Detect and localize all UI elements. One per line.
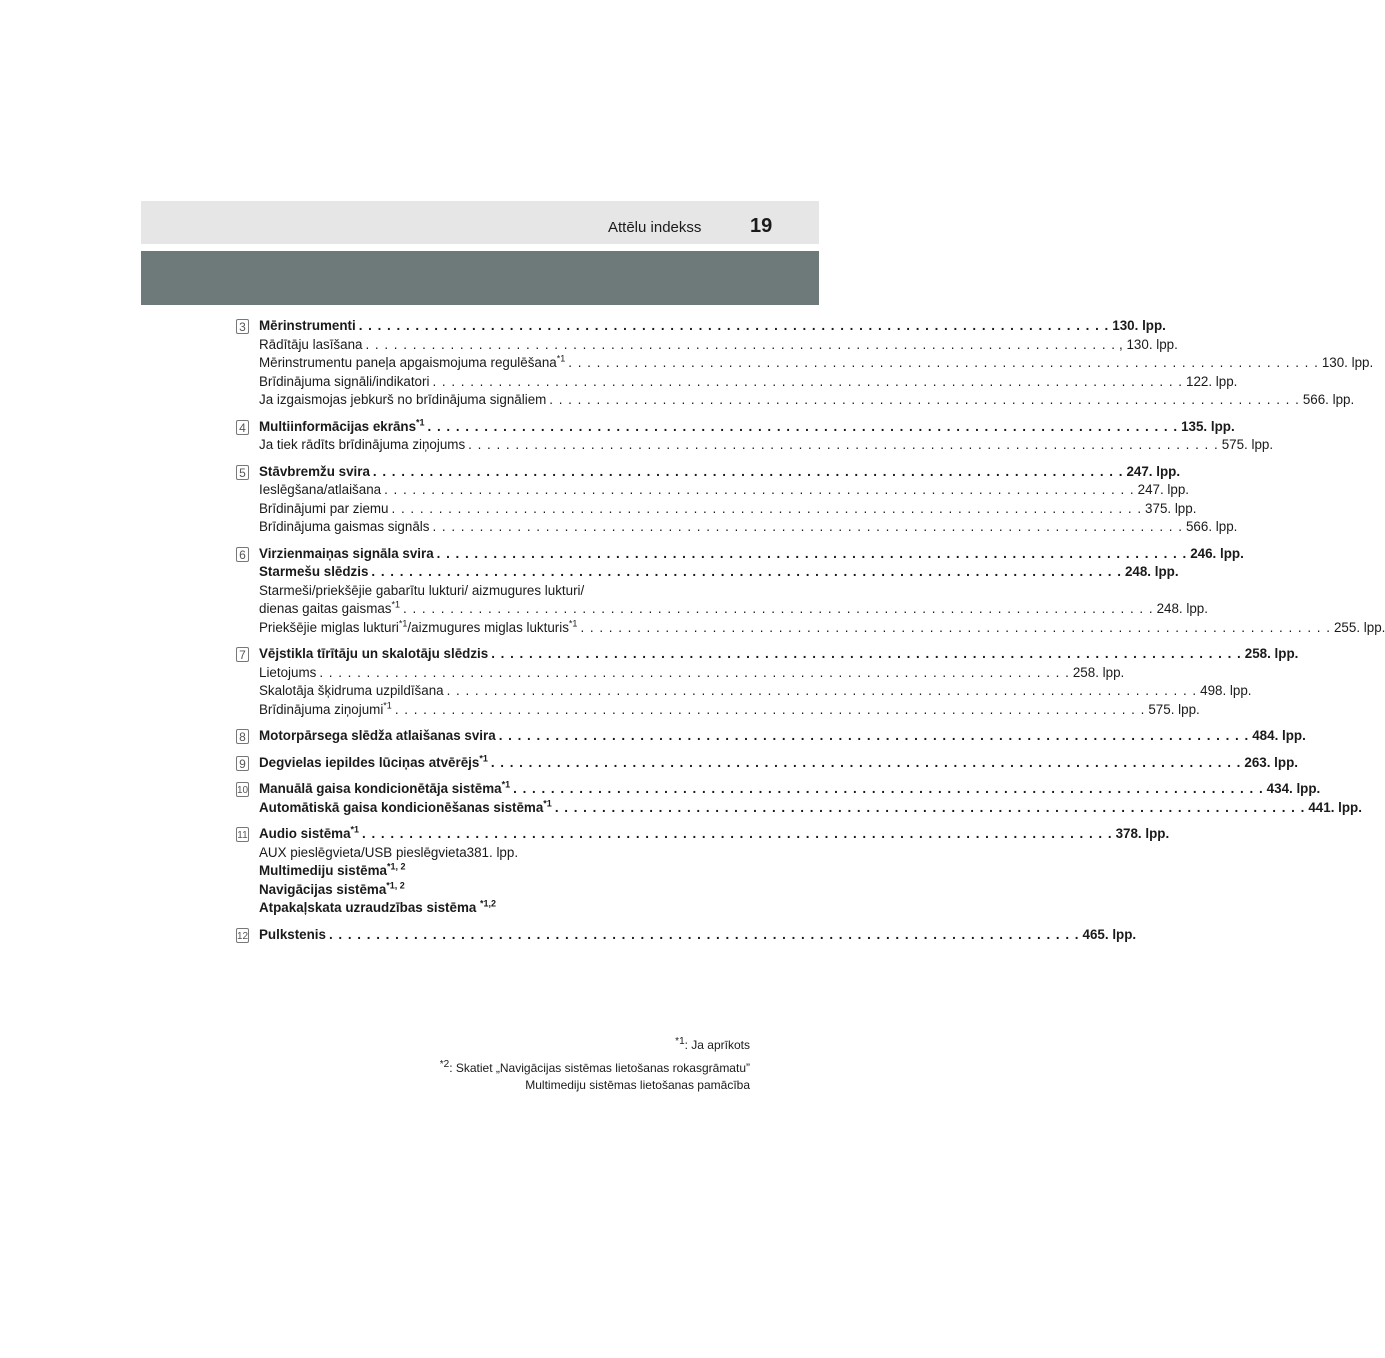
item-number-badge: 10 xyxy=(236,782,249,797)
dot-leader: . . . . . . . . . . . . . . . . . . . . . . . . . . . . . . . . . . . . . . . . . . . . . . . . . . . . . . . . . . . . . . . . . . . . . . . . . . . . . . . . xyxy=(372,463,1124,479)
entry-label: Atpakaļskata uzraudzības sistēma xyxy=(259,900,481,915)
footnote-mark: *1, 2 xyxy=(386,861,406,872)
dot-leader: . . . . . . . . . . . . . . . . . . . . . . . . . . . . . . . . . . . . . . . . . . . . . . . . . . . . . . . . . . . . . . . . . . . . . . . . . . . . . . . . xyxy=(568,355,1319,370)
entry-label: Brīdinājuma gaismas signāls xyxy=(259,519,430,534)
index-entry[interactable] xyxy=(259,824,1170,844)
dot-leader: . . . . . . . . . . . . . . . . . . . . . . . . . . . . . . . . . . . . . . . . . . . . . . . . . . . . . . . . . . . . . . . . . . . . . . . . . . . . . . . . xyxy=(432,519,1183,534)
index-entry[interactable] xyxy=(259,844,726,863)
dot-leader: . . . . . . . . . . . . . . . . . . . . . . . . . . . . . . . . . . . . . . . . . . . . . . . . . . . . . . . . . . . . . . . . . . . . . . . . . . . . . . . . xyxy=(554,799,1306,815)
dot-leader: . . . . . . . . . . . . . . . . . . . . . . . . . . . . . . . . . . . . . . . . . . . . . . . . . . . . . . . . . . . . . . . . . . . . . . . . . . . . . . . . xyxy=(490,754,1242,770)
footnote-mark: *1 xyxy=(556,353,566,364)
item-number-badge: 12 xyxy=(236,928,249,943)
page-reference: 375. lpp. xyxy=(1145,500,1197,516)
dot-leader: . . . . . . . . . . . . . . . . . . . . . . . . . . . . . . . . . . . . . . . . . . . . . . . . . . . . . . . . . . . . . . . . . . . . . . . . . . . . . . . . xyxy=(549,392,1300,407)
item-number-badge: 11 xyxy=(236,827,249,842)
page-reference: 247. lpp. xyxy=(1126,463,1181,479)
page-reference: 258. lpp. xyxy=(1244,646,1299,661)
dot-leader: . . . . . . . . . . . . . . . . . . . . . . . . . . . . . . . . . . . . . . . . . . . . . . . . . . . . . . . . . . . . . . . . . . . . . . . . . . . . . . . . xyxy=(362,826,1113,841)
entry-label: Starmeši/priekšējie gabarītu lukturi/ aizmugures lukturi/ xyxy=(259,582,585,598)
entry-label: Multiinformācijas ekrāns xyxy=(259,418,417,434)
footnote-mark: *1 xyxy=(568,618,578,629)
index-entry[interactable] xyxy=(259,926,1137,945)
entry-label: Ieslēgšana/atlaišana xyxy=(259,482,382,497)
entry-label: Manuālā gaisa kondicionētāja sistēma xyxy=(259,781,502,796)
entry-label: Brīdinājumi par ziemu xyxy=(259,500,389,516)
entry-label: Brīdinājuma ziņojumi xyxy=(259,701,384,717)
dot-leader: . . . . . . . . . . . . . . . . . . . . . . . . . . . . . . . . . . . . . . . . . . . . . . . . . . . . . . . . . . . . . . . . . . . . . . . . . . . . . . . . xyxy=(491,646,1242,661)
index-entry[interactable] xyxy=(259,317,1166,336)
index-entry[interactable] xyxy=(259,727,1306,746)
index-section xyxy=(236,824,1170,918)
footnote-mark: *1 xyxy=(416,417,425,428)
index-entry[interactable] xyxy=(259,881,726,900)
item-number-badge: 6 xyxy=(236,547,249,562)
index-section xyxy=(236,463,1238,537)
page-reference: 246. lpp. xyxy=(1190,545,1244,561)
entry-label: Mērinstrumentu paneļa apgaismojuma regulēšana xyxy=(259,355,557,370)
dot-leader: . . . . . . . . . . . . . . . . . . . . . . . . . . . . . . . . . . . . . . . . . . . . . . . . . . . . . . . . . . . . . . . . . . . . . . . . . . . . . . . . xyxy=(436,545,1188,561)
item-number-badge: 9 xyxy=(236,756,249,771)
entry-label: Pulkstenis xyxy=(259,926,326,942)
page-reference: 248. lpp. xyxy=(1124,564,1179,579)
dot-leader: . . . . . . . . . . . . . . . . . . . . . . . . . . . . . . . . . . . . . . . . . . . . . . . . . . . . . . . . . . . . . . . . . . . . . . . . . . . . . . . . xyxy=(394,701,1146,717)
footnote-mark: *1 xyxy=(479,753,488,764)
entry-label: Vējstikla tīrītāju un skalotāju slēdzis xyxy=(259,646,489,661)
entry-label: Ja tiek rādīts brīdinājuma ziņojums xyxy=(259,437,466,452)
index-entry[interactable] xyxy=(259,463,1181,482)
dot-leader: . . . . . . . . . . . . . . . . . . . . . . . . . . . . . . . . . . . . . . . . . . . . . . . . . . . . . . . . . . . . . . . . . . . . . . . . . . . . . . . . xyxy=(371,564,1122,579)
footnote-mark: *1 xyxy=(383,700,392,711)
page-reference: 255. lpp. xyxy=(1333,619,1385,635)
index-section xyxy=(236,417,1274,455)
entry-label: Audio sistēma xyxy=(259,826,351,841)
index-entry[interactable] xyxy=(259,481,1190,500)
entry-label: Navigācijas sistēma xyxy=(259,881,387,897)
page-reference: 498. lpp. xyxy=(1200,683,1252,698)
entry-label: Stāvbremžu svira xyxy=(259,463,370,479)
page-reference: 122. lpp. xyxy=(1186,373,1238,389)
page-reference: 566. lpp. xyxy=(1185,519,1238,534)
item-number-badge: 7 xyxy=(236,647,249,662)
index-entry[interactable] xyxy=(259,862,726,881)
page-reference: 575. lpp. xyxy=(1221,437,1274,452)
entry-label: Starmešu slēdzis xyxy=(259,564,369,579)
footnote-mark: *1 xyxy=(543,798,552,809)
footnote-1: $^{*1}$: Ja aprīkots xyxy=(675,1036,750,1052)
entry-label: Lietojums xyxy=(259,664,317,680)
item-number-badge: 8 xyxy=(236,729,249,744)
index-entry[interactable] xyxy=(259,373,1238,392)
dot-leader: . . . . . . . . . . . . . . . . . . . . . . . . . . . . . . . . . . . . . . . . . . . . . . . . . . . . . . . . . . . . . . . . . . . . . . . . . . . . . . . . xyxy=(403,601,1154,616)
dot-leader: . . . . . . . . . . . . . . . . . . . . . . . . . . . . . . . . . . . . . . . . . . . . . . . . . . . . . . . . . . . . . . . . . . . . . . . . . . . . . . . . xyxy=(365,336,1117,352)
entry-label: AUX pieslēgvieta/USB pieslēgvieta381. lpp. xyxy=(259,844,519,860)
index-section xyxy=(236,727,1306,746)
index-entry[interactable] xyxy=(259,582,726,601)
footnote-mark: *1, 2 xyxy=(386,880,405,891)
page-reference: 130. lpp. xyxy=(1112,318,1166,333)
index-entry[interactable] xyxy=(259,700,1200,720)
page-reference: 465. lpp. xyxy=(1082,926,1137,942)
page-reference: 484. lpp. xyxy=(1252,728,1306,743)
index-entry[interactable] xyxy=(259,391,1355,410)
index-section xyxy=(236,926,1137,945)
header-title: Attēlu indekss xyxy=(608,219,702,236)
index-entry[interactable] xyxy=(259,417,1235,437)
index-entry[interactable] xyxy=(259,436,1274,455)
dot-leader: . . . . . . . . . . . . . . . . . . . . . . . . . . . . . . . . . . . . . . . . . . . . . . . . . . . . . . . . . . . . . . . . . . . . . . . . . . . . . . . . xyxy=(498,728,1250,743)
page-reference: , 130. lpp. xyxy=(1119,336,1178,352)
dot-leader: . . . . . . . . . . . . . . . . . . . . . . . . . . . . . . . . . . . . . . . . . . . . . . . . . . . . . . . . . . . . . . . . . . . . . . . . . . . . . . . . xyxy=(513,781,1264,796)
entry-label: Virzienmaiņas signāla svira xyxy=(259,545,434,561)
index-entry[interactable] xyxy=(259,353,1374,373)
page-reference: 434. lpp. xyxy=(1266,781,1321,796)
item-number-badge: 3 xyxy=(236,319,249,334)
dot-leader: . . . . . . . . . . . . . . . . . . . . . . . . . . . . . . . . . . . . . . . . . . . . . . . . . . . . . . . . . . . . . . . . . . . . . . . . . . . . . . . . xyxy=(319,664,1070,680)
entry-label: Degvielas iepildes lūciņas atvērējs xyxy=(259,754,480,770)
index-entry[interactable] xyxy=(259,753,1298,773)
header-bar xyxy=(141,201,819,244)
section-banner xyxy=(141,251,819,305)
dot-leader: . . . . . . . . . . . . . . . . . . . . . . . . . . . . . . . . . . . . . . . . . . . . . . . . . . . . . . . . . . . . . . . . . . . . . . . . . . . . . . . . xyxy=(446,683,1198,698)
index-entry[interactable] xyxy=(259,336,1178,355)
entry-label: dienas gaitas gaismas xyxy=(259,601,392,616)
dot-leader: . . . . . . . . . . . . . . . . . . . . . . . . . . . . . . . . . . . . . . . . . . . . . . . . . . . . . . . . . . . . . . . . . . . . . . . . . . . . . . . . xyxy=(427,418,1179,434)
index-section xyxy=(236,779,1362,817)
index-list xyxy=(236,317,1385,952)
page-reference: 130. lpp. xyxy=(1321,355,1374,370)
entry-label: Ja izgaismojas jebkurš no brīdinājuma signāliem xyxy=(259,392,547,407)
index-entry[interactable] xyxy=(259,682,1252,701)
entry-label-cont: /aizmugures miglas lukturis xyxy=(407,619,569,635)
index-entry[interactable] xyxy=(259,563,1179,582)
entry-label: Automātiskā gaisa kondicionēšanas sistēma xyxy=(259,799,544,815)
dot-leader: . . . . . . . . . . . . . . . . . . . . . . . . . . . . . . . . . . . . . . . . . . . . . . . . . . . . . . . . . . . . . . . . . . . . . . . . . . . . . . . . xyxy=(468,437,1219,452)
index-entry[interactable] xyxy=(259,500,1197,519)
footnotes xyxy=(380,1037,750,1094)
footnote-2: $^{*2}$: Skatiet „Navigācijas sistēmas lietošanas rokasgrāmatu” xyxy=(439,1059,750,1075)
footnote-mark: *1 xyxy=(398,618,408,629)
item-number-badge: 5 xyxy=(236,465,249,480)
index-entry[interactable] xyxy=(259,518,1238,537)
page-reference: 575. lpp. xyxy=(1148,701,1200,717)
entry-label: Rādītāju lasīšana xyxy=(259,336,363,352)
index-section xyxy=(236,317,1374,410)
footnote-mark: *1,2 xyxy=(480,898,497,909)
footnote-2-cont: Multimediju sistēmas lietošanas pamācība xyxy=(525,1078,750,1092)
item-number-badge: 4 xyxy=(236,420,249,435)
index-section xyxy=(236,645,1299,719)
page-reference: 248. lpp. xyxy=(1156,601,1208,616)
footnote-mark: *1 xyxy=(350,824,360,835)
entry-label: Brīdinājuma signāli/indikatori xyxy=(259,373,430,389)
dot-leader: . . . . . . . . . . . . . . . . . . . . . . . . . . . . . . . . . . . . . . . . . . . . . . . . . . . . . . . . . . . . . . . . . . . . . . . . . . . . . . . . xyxy=(358,318,1110,333)
index-entry[interactable] xyxy=(259,599,1208,619)
page-number: 19 xyxy=(750,215,773,237)
page-reference: 258. lpp. xyxy=(1072,664,1125,680)
footnote-mark: *1 xyxy=(501,779,511,790)
index-entry[interactable] xyxy=(259,798,1362,818)
index-section xyxy=(236,545,1385,638)
index-entry[interactable] xyxy=(259,899,726,918)
page-reference: 135. lpp. xyxy=(1181,418,1235,434)
entry-label: Mērinstrumenti xyxy=(259,318,356,333)
page-reference: 378. lpp. xyxy=(1115,826,1170,841)
page-reference: 566. lpp. xyxy=(1302,392,1355,407)
index-section xyxy=(236,753,1298,773)
index-entry[interactable] xyxy=(259,618,1385,638)
dot-leader: . . . . . . . . . . . . . . . . . . . . . . . . . . . . . . . . . . . . . . . . . . . . . . . . . . . . . . . . . . . . . . . . . . . . . . . . . . . . . . . . xyxy=(580,619,1331,635)
footnote-mark: *1 xyxy=(391,599,401,610)
page-reference: 263. lpp. xyxy=(1244,754,1298,770)
index-entry[interactable] xyxy=(259,545,1244,564)
dot-leader: . . . . . . . . . . . . . . . . . . . . . . . . . . . . . . . . . . . . . . . . . . . . . . . . . . . . . . . . . . . . . . . . . . . . . . . . . . . . . . . . xyxy=(391,500,1143,516)
page-reference: 247. lpp. xyxy=(1137,482,1190,497)
index-entry[interactable] xyxy=(259,664,1125,683)
index-entry[interactable] xyxy=(259,645,1299,664)
entry-label: Priekšējie miglas lukturi xyxy=(259,619,399,635)
index-entry[interactable] xyxy=(259,779,1321,799)
dot-leader: . . . . . . . . . . . . . . . . . . . . . . . . . . . . . . . . . . . . . . . . . . . . . . . . . . . . . . . . . . . . . . . . . . . . . . . . . . . . . . . . xyxy=(384,482,1135,497)
entry-label: Skalotāja šķidruma uzpildīšana xyxy=(259,683,444,698)
dot-leader: . . . . . . . . . . . . . . . . . . . . . . . . . . . . . . . . . . . . . . . . . . . . . . . . . . . . . . . . . . . . . . . . . . . . . . . . . . . . . . . . xyxy=(432,373,1183,389)
dot-leader: . . . . . . . . . . . . . . . . . . . . . . . . . . . . . . . . . . . . . . . . . . . . . . . . . . . . . . . . . . . . . . . . . . . . . . . . . . . . . . . . xyxy=(328,926,1080,942)
page-reference: 441. lpp. xyxy=(1308,799,1362,815)
entry-label: Multimediju sistēma xyxy=(259,863,387,878)
entry-label: Motorpārsega slēdža atlaišanas svira xyxy=(259,728,496,743)
